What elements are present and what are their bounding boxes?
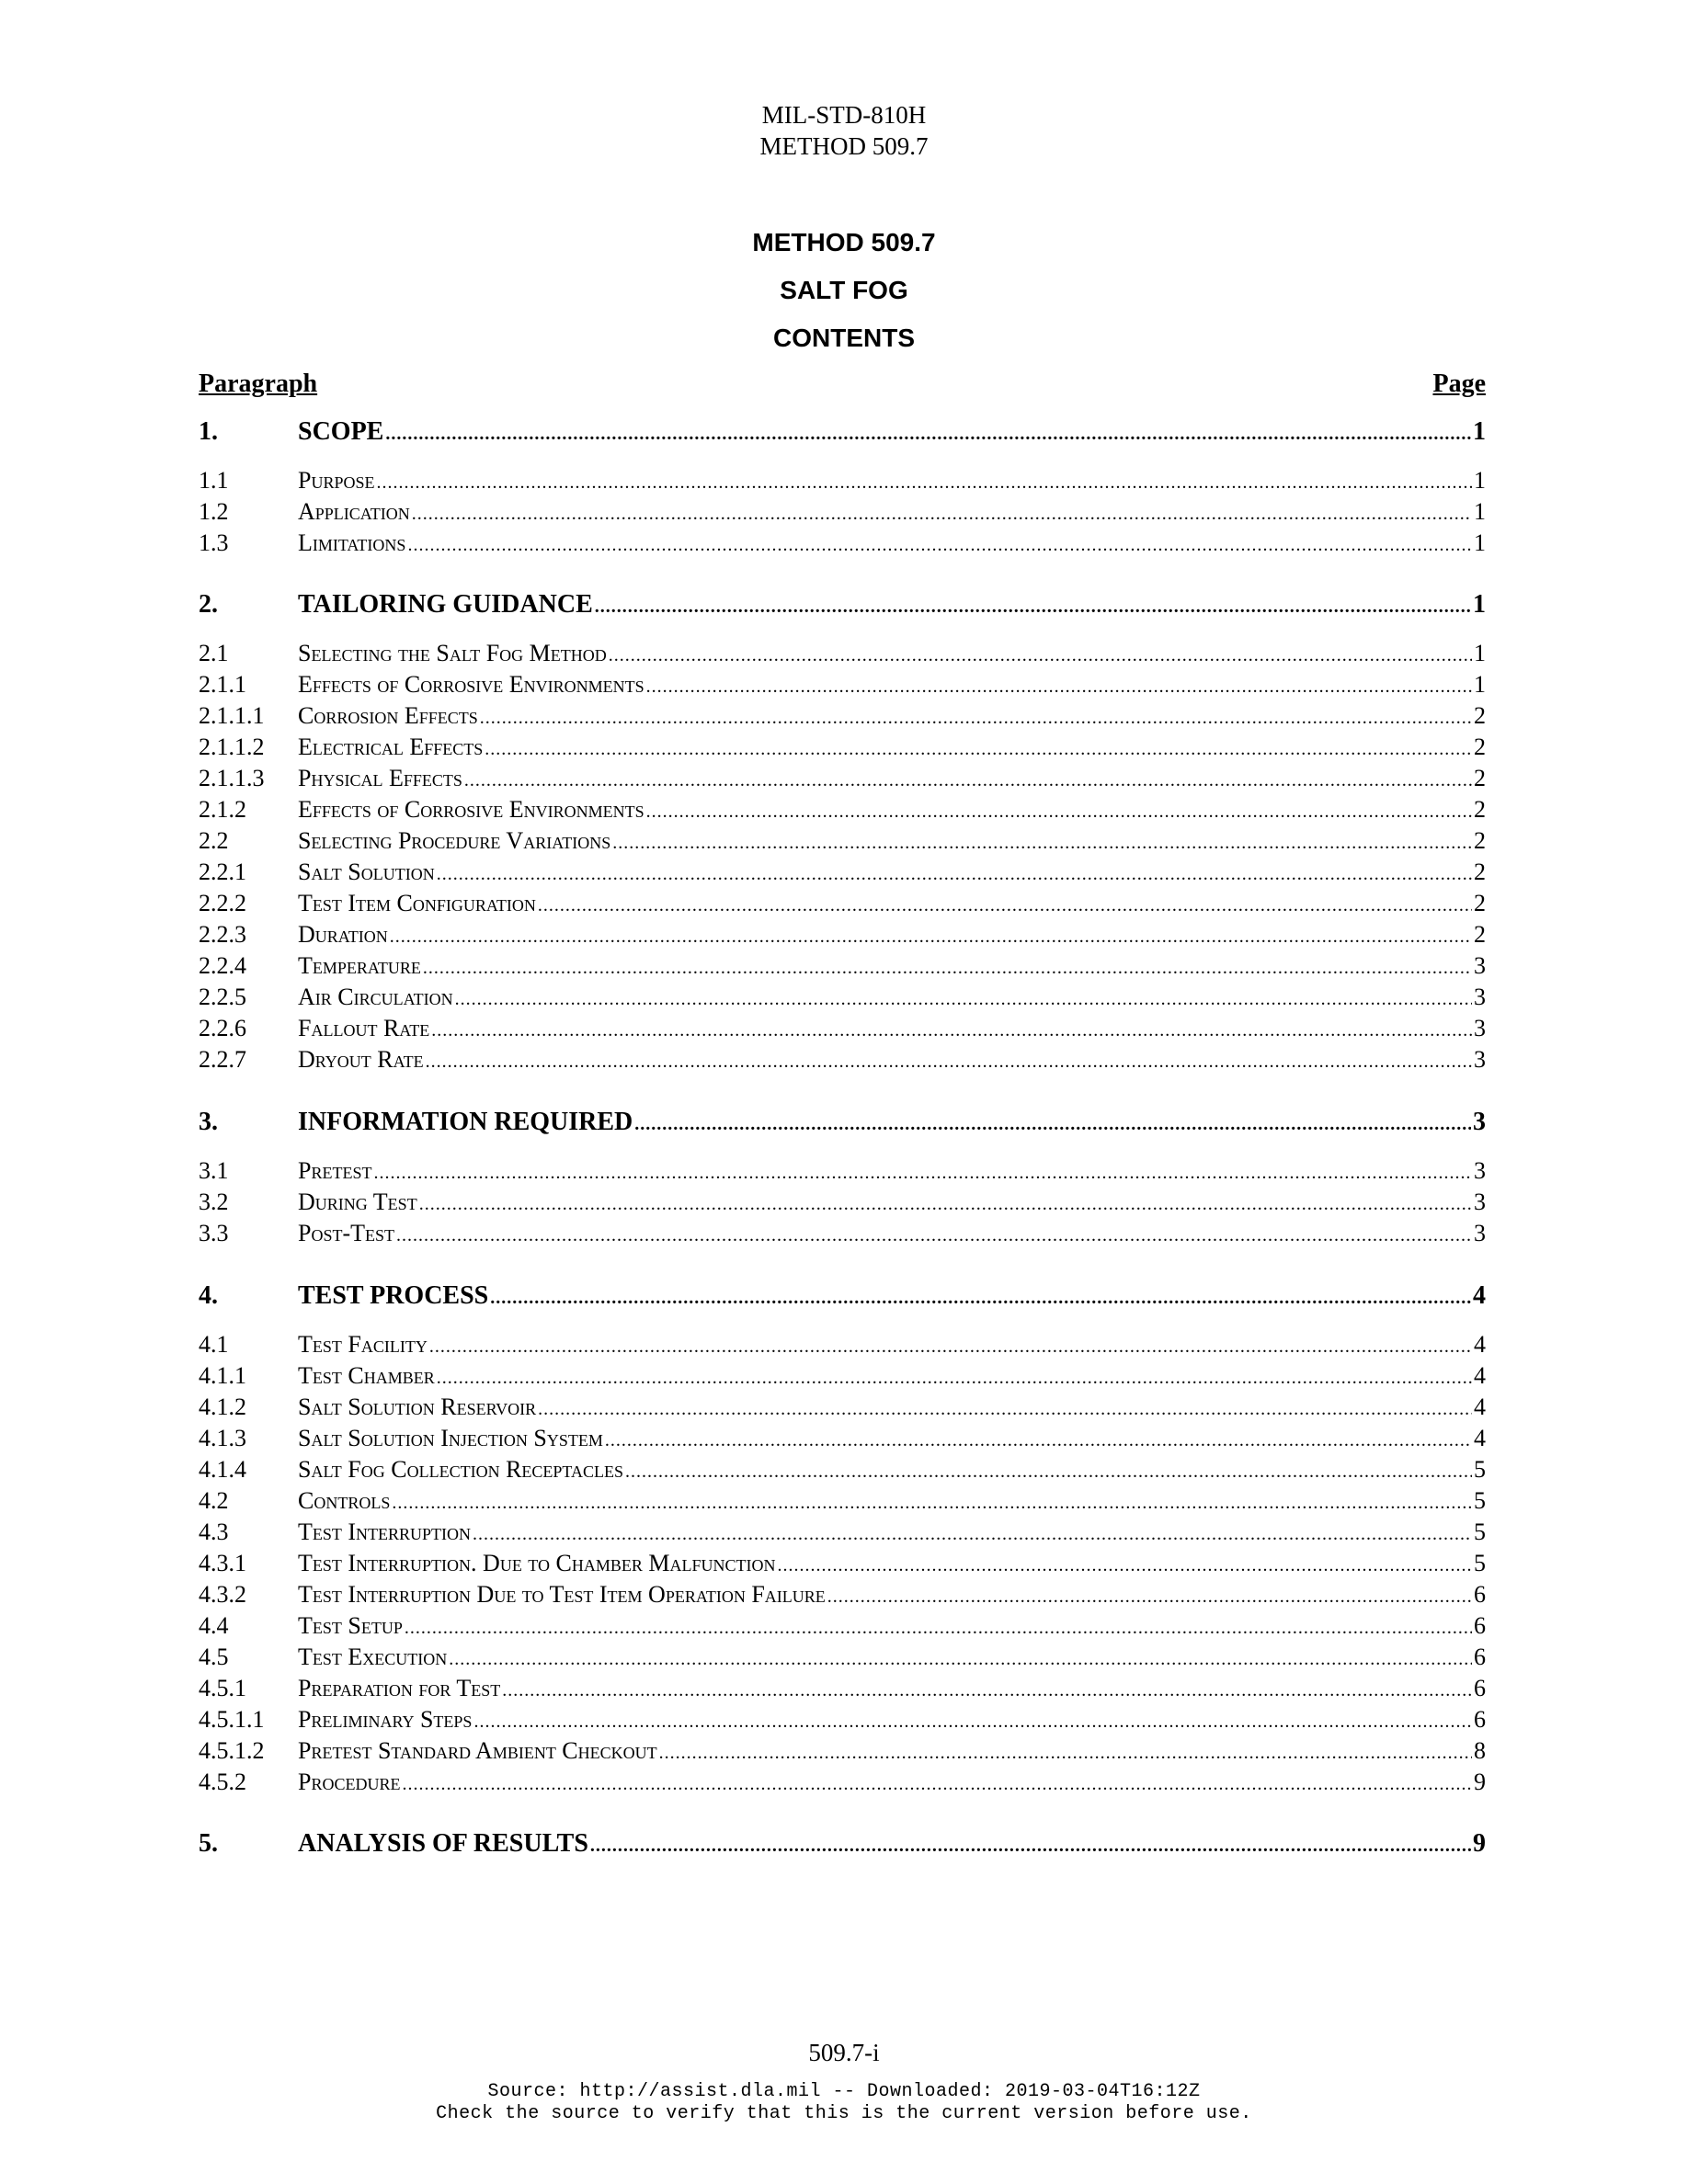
toc-entry-row[interactable] xyxy=(199,952,1486,982)
toc-number: 4.1.1 xyxy=(199,1362,246,1389)
toc-page-number: 3 xyxy=(1474,1189,1486,1215)
toc-entry-row[interactable] xyxy=(199,671,1486,700)
toc-leader-dots xyxy=(407,535,1472,556)
toc-entry-row[interactable] xyxy=(199,827,1486,857)
toc-leader-dots xyxy=(612,833,1472,854)
toc-entry-row[interactable] xyxy=(199,1456,1486,1485)
toc-leader-dots xyxy=(437,864,1472,885)
toc-entry-row[interactable] xyxy=(199,1157,1486,1187)
toc-label: Purpose xyxy=(298,467,375,494)
toc-label: Physical Effects xyxy=(298,765,462,791)
toc-leader-dots xyxy=(538,1399,1472,1420)
toc-leader-dots xyxy=(423,958,1472,979)
toc-number: 1.3 xyxy=(199,529,229,556)
toc-page-number: 2 xyxy=(1474,765,1486,791)
toc-label: Application xyxy=(298,498,410,525)
page-heading: Page xyxy=(1432,370,1486,398)
toc-label: Effects of Corrosive Environments xyxy=(298,796,644,823)
toc-number: 5. xyxy=(199,1829,218,1858)
toc-entry-row[interactable] xyxy=(199,1331,1486,1360)
toc-number: 2.2.6 xyxy=(199,1015,246,1041)
toc-leader-dots xyxy=(405,1618,1472,1639)
toc-page-number: 6 xyxy=(1474,1581,1486,1608)
toc-entry-row[interactable] xyxy=(199,1487,1486,1517)
toc-label: During Test xyxy=(298,1189,417,1215)
toc-entry-row[interactable] xyxy=(199,1425,1486,1454)
toc-number: 4.2 xyxy=(199,1487,229,1514)
toc-page-number: 4 xyxy=(1474,1362,1486,1389)
toc-leader-dots xyxy=(480,708,1472,729)
toc-label: TAILORING GUIDANCE xyxy=(298,590,593,619)
toc-entry-row[interactable] xyxy=(199,1644,1486,1673)
toc-page-number: 1 xyxy=(1473,417,1486,446)
toc-number: 4.3.1 xyxy=(199,1550,246,1576)
toc-number: 2.2.7 xyxy=(199,1046,246,1073)
toc-entry-row[interactable] xyxy=(199,1189,1486,1218)
toc-page-number: 4 xyxy=(1474,1393,1486,1420)
toc-leader-dots xyxy=(426,1052,1472,1073)
toc-number: 4.1 xyxy=(199,1331,229,1358)
toc-entry-row[interactable] xyxy=(199,890,1486,919)
toc-leader-dots xyxy=(590,1836,1471,1857)
toc-entry-row[interactable] xyxy=(199,984,1486,1013)
toc-number: 2. xyxy=(199,590,218,619)
toc-entry-row[interactable] xyxy=(199,702,1486,732)
toc-label: Air Circulation xyxy=(298,984,453,1010)
toc-number: 4.1.2 xyxy=(199,1393,246,1420)
toc-entry-row[interactable] xyxy=(199,1769,1486,1798)
toc-leader-dots xyxy=(646,802,1472,823)
toc-label: Effects of Corrosive Environments xyxy=(298,671,644,698)
toc-page-number: 4 xyxy=(1473,1281,1486,1310)
toc-entry-row[interactable] xyxy=(199,498,1486,528)
toc-label: Selecting the Salt Fog Method xyxy=(298,640,607,666)
toc-page-number: 3 xyxy=(1474,984,1486,1010)
toc-page-number: 5 xyxy=(1474,1487,1486,1514)
toc-page-number: 3 xyxy=(1474,952,1486,979)
toc-leader-dots xyxy=(373,1163,1472,1184)
toc-label: Salt Fog Collection Receptacles xyxy=(298,1456,623,1483)
toc-leader-dots xyxy=(396,1225,1472,1246)
toc-page-number: 2 xyxy=(1474,859,1486,885)
toc-label: ANALYSIS OF RESULTS xyxy=(298,1829,588,1858)
toc-label: Controls xyxy=(298,1487,391,1514)
toc-entry-row[interactable] xyxy=(199,1046,1486,1075)
download-footer xyxy=(0,2081,1688,2125)
toc-label: Test Setup xyxy=(298,1612,403,1639)
toc-leader-dots xyxy=(412,504,1472,525)
toc-label: Test Item Configuration xyxy=(298,890,536,916)
toc-leader-dots xyxy=(429,1337,1472,1358)
toc-entry-row[interactable] xyxy=(199,734,1486,763)
toc-label: Selecting Procedure Variations xyxy=(298,827,611,854)
toc-leader-dots xyxy=(449,1649,1472,1670)
toc-entry-row[interactable] xyxy=(199,1015,1486,1044)
toc-label: Duration xyxy=(298,921,388,948)
toc-label: Test Chamber xyxy=(298,1362,435,1389)
toc-entry-row[interactable] xyxy=(199,1581,1486,1610)
toc-entry-row[interactable] xyxy=(199,1612,1486,1642)
toc-leader-dots xyxy=(827,1587,1472,1608)
toc-leader-dots xyxy=(625,1462,1472,1483)
toc-label: Pretest xyxy=(298,1157,372,1184)
toc-leader-dots xyxy=(437,1368,1472,1389)
toc-page-number: 3 xyxy=(1474,1046,1486,1073)
toc-leader-dots xyxy=(646,677,1472,698)
toc-number: 2.1.1.2 xyxy=(199,734,265,760)
toc-page-number: 4 xyxy=(1474,1331,1486,1358)
toc-leader-dots xyxy=(609,645,1472,666)
toc-entry-row[interactable] xyxy=(199,1706,1486,1735)
toc-label: Electrical Effects xyxy=(298,734,484,760)
toc-leader-dots xyxy=(376,472,1472,494)
toc-number: 4.5 xyxy=(199,1644,229,1670)
method-id: METHOD 509.7 xyxy=(759,132,929,160)
toc-number: 1.1 xyxy=(199,467,229,494)
toc-label: Corrosion Effects xyxy=(298,702,478,729)
toc-number: 3.2 xyxy=(199,1189,229,1215)
toc-number: 2.1.1 xyxy=(199,671,246,698)
toc-page-number: 9 xyxy=(1474,1769,1486,1795)
toc-label: Preliminary Steps xyxy=(298,1706,473,1733)
toc-leader-dots xyxy=(473,1524,1472,1545)
toc-number: 3.3 xyxy=(199,1220,229,1246)
toc-number: 4.5.2 xyxy=(199,1769,246,1795)
toc-leader-dots xyxy=(464,770,1472,791)
toc-number: 4.5.1.1 xyxy=(199,1706,265,1733)
toc-page-number: 5 xyxy=(1474,1550,1486,1576)
toc-label: Temperature xyxy=(298,952,421,979)
toc-page-number: 3 xyxy=(1473,1108,1486,1136)
toc-page-number: 3 xyxy=(1474,1157,1486,1184)
toc-leader-dots xyxy=(490,1288,1471,1309)
toc-section-row[interactable] xyxy=(199,417,1486,447)
toc-leader-dots xyxy=(455,989,1472,1010)
toc-entry-row[interactable] xyxy=(199,765,1486,794)
toc-number: 2.1 xyxy=(199,640,229,666)
toc-page-number: 2 xyxy=(1474,827,1486,854)
toc-leader-dots xyxy=(634,1114,1471,1135)
toc-page-number: 6 xyxy=(1474,1612,1486,1639)
toc-page-number: 2 xyxy=(1474,796,1486,823)
toc-leader-dots xyxy=(385,424,1471,445)
toc-number: 2.2.3 xyxy=(199,921,246,948)
toc-entry-row[interactable] xyxy=(199,1550,1486,1579)
toc-label: Salt Solution Injection System xyxy=(298,1425,603,1451)
toc-page-number: 1 xyxy=(1474,529,1486,556)
toc-label: INFORMATION REQUIRED xyxy=(298,1108,633,1136)
document-header xyxy=(0,99,1688,162)
toc-section-row[interactable] xyxy=(199,1281,1486,1311)
toc-leader-dots xyxy=(402,1774,1472,1795)
toc-label: Pretest Standard Ambient Checkout xyxy=(298,1737,657,1764)
toc-number: 4.3.2 xyxy=(199,1581,246,1608)
toc-label: SCOPE xyxy=(298,417,384,446)
toc-entry-row[interactable] xyxy=(199,1362,1486,1392)
contents-title: CONTENTS xyxy=(773,324,915,352)
subject-title: SALT FOG xyxy=(780,276,908,304)
toc-label: Preparation for Test xyxy=(298,1675,501,1701)
source-line: Source: http://assist.dla.mil -- Downloaded: 2019-03-04T16:12Z xyxy=(487,2081,1201,2102)
toc-leader-dots xyxy=(485,739,1472,760)
method-title: METHOD 509.7 xyxy=(752,228,936,256)
toc-leader-dots xyxy=(431,1020,1472,1041)
toc-leader-dots xyxy=(392,1493,1472,1514)
standard-id: MIL-STD-810H xyxy=(761,101,927,129)
toc-label: Procedure xyxy=(298,1769,401,1795)
toc-entry-row[interactable] xyxy=(199,1519,1486,1548)
toc-number: 4.3 xyxy=(199,1519,229,1545)
toc-page-number: 3 xyxy=(1474,1015,1486,1041)
toc-label: Dryout Rate xyxy=(298,1046,424,1073)
toc-entry-row[interactable] xyxy=(199,796,1486,825)
toc-number: 2.2.5 xyxy=(199,984,246,1010)
toc-number: 2.2.1 xyxy=(199,859,246,885)
toc-number: 2.1.2 xyxy=(199,796,246,823)
toc-leader-dots xyxy=(659,1743,1472,1764)
toc-leader-dots xyxy=(473,1712,1472,1733)
toc-label: Test Facility xyxy=(298,1331,428,1358)
toc-number: 2.2.4 xyxy=(199,952,246,979)
toc-number: 2.1.1.3 xyxy=(199,765,265,791)
paragraph-heading: Paragraph xyxy=(199,370,318,398)
toc-page-number: 1 xyxy=(1474,467,1486,494)
toc-page-number: 6 xyxy=(1474,1706,1486,1733)
toc-label: Test Execution xyxy=(298,1644,448,1670)
toc-page-number: 2 xyxy=(1474,702,1486,729)
toc-page-number: 2 xyxy=(1474,921,1486,948)
toc-entry-row[interactable] xyxy=(199,1393,1486,1423)
toc-leader-dots xyxy=(502,1680,1472,1701)
toc-number: 3.1 xyxy=(199,1157,229,1184)
toc-label: Test Interruption Due to Test Item Operation Failure xyxy=(298,1581,826,1608)
toc-page-number: 8 xyxy=(1474,1737,1486,1764)
toc-page-number: 1 xyxy=(1474,671,1486,698)
toc-label: Post-Test xyxy=(298,1220,395,1246)
toc-leader-dots xyxy=(595,597,1471,618)
toc-leader-dots xyxy=(605,1430,1472,1451)
toc-number: 2.2 xyxy=(199,827,229,854)
toc-page-number: 1 xyxy=(1474,640,1486,666)
toc-entry-row[interactable] xyxy=(199,467,1486,496)
check-line: Check the source to verify that this is the current version before use. xyxy=(436,2103,1252,2124)
toc-page-number: 4 xyxy=(1474,1425,1486,1451)
toc-page-number: 3 xyxy=(1474,1220,1486,1246)
toc-label: Fallout Rate xyxy=(298,1015,430,1041)
toc-number: 4.5.1.2 xyxy=(199,1737,265,1764)
toc-label: Test Interruption. Due to Chamber Malfunction xyxy=(298,1550,776,1576)
toc-entry-row[interactable] xyxy=(199,1737,1486,1767)
toc-entry-row[interactable] xyxy=(199,921,1486,950)
toc-section-row[interactable] xyxy=(199,1829,1486,1859)
toc-page-number: 6 xyxy=(1474,1644,1486,1670)
toc-entry-row[interactable] xyxy=(199,859,1486,888)
toc-number: 4.5.1 xyxy=(199,1675,246,1701)
toc-label: Limitations xyxy=(298,529,406,556)
toc-page-number: 1 xyxy=(1473,590,1486,619)
toc-number: 4.4 xyxy=(199,1612,229,1639)
toc-page-number: 5 xyxy=(1474,1519,1486,1545)
toc-leader-dots xyxy=(538,895,1472,916)
toc-number: 4. xyxy=(199,1281,218,1310)
toc-entry-row[interactable] xyxy=(199,529,1486,559)
toc-number: 4.1.3 xyxy=(199,1425,246,1451)
toc-page-number: 6 xyxy=(1474,1675,1486,1701)
toc-section-row[interactable] xyxy=(199,1108,1486,1137)
toc-entry-row[interactable] xyxy=(199,1675,1486,1704)
toc-leader-dots xyxy=(777,1555,1472,1576)
toc-leader-dots xyxy=(390,927,1472,948)
toc-label: Test Interruption xyxy=(298,1519,472,1545)
toc-entry-row[interactable] xyxy=(199,1220,1486,1249)
toc-label: Salt Solution Reservoir xyxy=(298,1393,537,1420)
toc-label: TEST PROCESS xyxy=(298,1281,489,1310)
toc-entry-row[interactable] xyxy=(199,640,1486,669)
toc-number: 2.2.2 xyxy=(199,890,246,916)
toc-number: 1.2 xyxy=(199,498,229,525)
toc-number: 4.1.4 xyxy=(199,1456,246,1483)
toc-section-row[interactable] xyxy=(199,590,1486,620)
toc-label: Salt Solution xyxy=(298,859,435,885)
toc-leader-dots xyxy=(419,1194,1472,1215)
toc-page-number: 2 xyxy=(1474,734,1486,760)
toc-number: 3. xyxy=(199,1108,218,1136)
toc-number: 2.1.1.1 xyxy=(199,702,265,729)
toc-number: 1. xyxy=(199,417,218,446)
toc-page-number: 5 xyxy=(1474,1456,1486,1483)
toc-page-number: 1 xyxy=(1474,498,1486,525)
toc-page-number: 2 xyxy=(1474,890,1486,916)
toc-page-number: 9 xyxy=(1473,1829,1486,1858)
page-number: 509.7-i xyxy=(808,2039,880,2066)
